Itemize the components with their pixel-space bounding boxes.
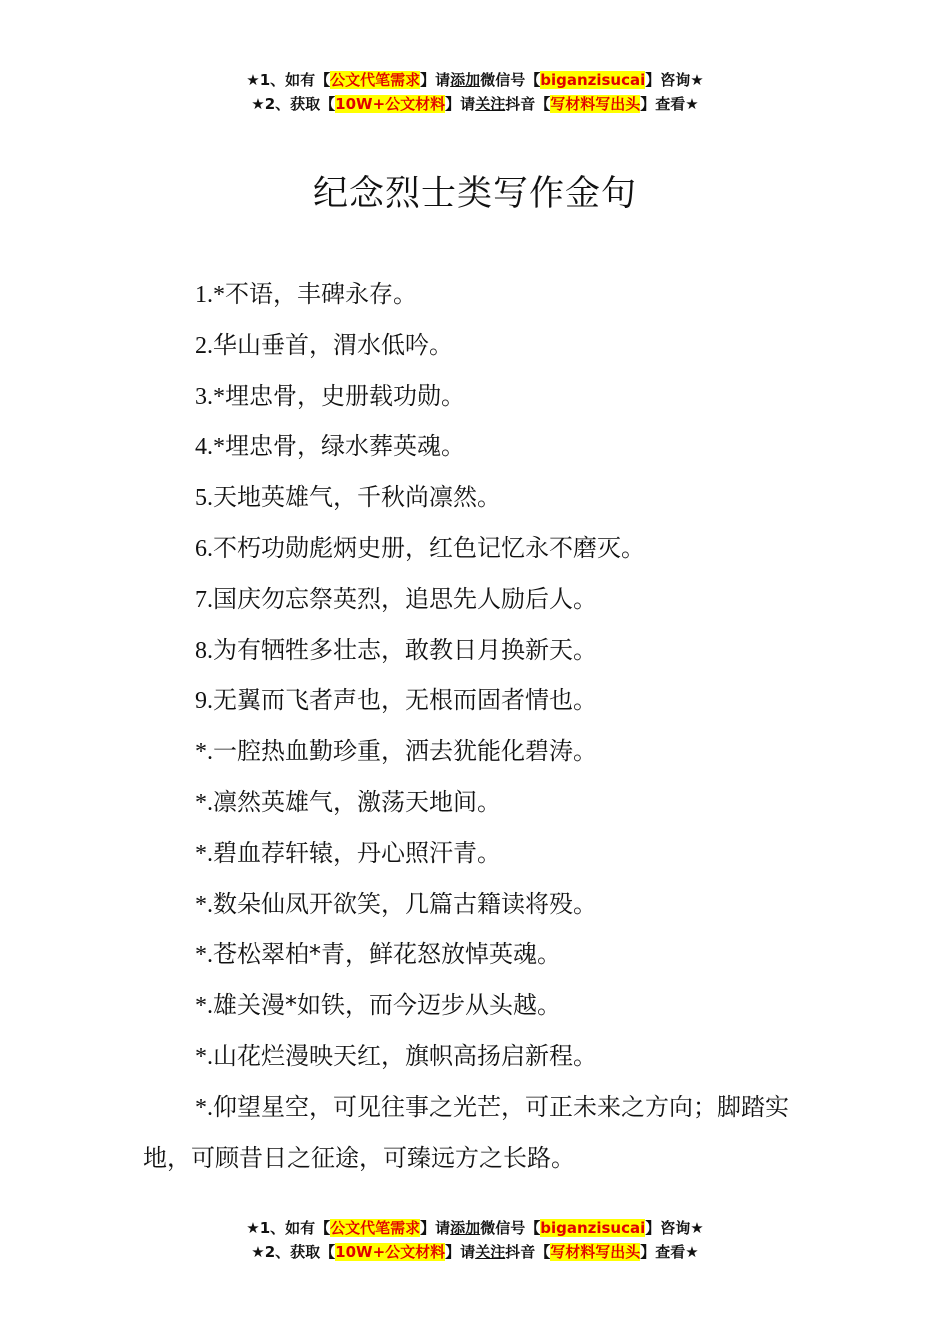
star-icon: ★ [685, 95, 699, 113]
item-text: 天地英雄气，千秋尚凛然。 [213, 483, 501, 512]
item-text: 为有牺牲多壮志，敢教日月换新天。 [213, 635, 597, 664]
banner-text: 】请 [445, 1243, 476, 1261]
star-icon: ★ [251, 95, 265, 113]
banner-text: 1、如有【 [259, 1219, 331, 1237]
banner-highlight: 10W+公文材料 [335, 95, 446, 113]
banner-text: 】咨询 [645, 1219, 691, 1237]
sentence-item [143, 422, 815, 473]
banner-underlined: 添加 [450, 1219, 481, 1237]
item-text: 一腔热血勤珍重，洒去犹能化碧涛。 [213, 737, 597, 766]
item-number: *. [195, 840, 213, 867]
item-text: 苍松翠柏*青，鲜花怒放悼英魂。 [213, 940, 561, 969]
banner-text: 】请 [420, 71, 451, 89]
item-text: 凛然英雄气，激荡天地间。 [213, 787, 501, 816]
sentence-item [143, 321, 815, 372]
sentence-item [143, 880, 815, 931]
banner-wechat-id: biganzisucai [540, 71, 646, 89]
star-icon: ★ [251, 1243, 265, 1261]
item-number: *. [195, 993, 213, 1020]
item-number: *. [195, 1094, 213, 1121]
sentence-item [143, 372, 815, 423]
item-number: 4.* [195, 434, 225, 461]
item-text: 数朵仙凤开欲笑，几篇古籍读将殁。 [213, 889, 597, 918]
item-text: 华山垂首，渭水低吟。 [213, 330, 453, 359]
sentence-item [143, 829, 815, 880]
item-text: 不朽功勋彪炳史册，红色记忆永不磨灭。 [213, 533, 645, 562]
sentence-item [143, 930, 815, 981]
banner-underlined: 关注 [475, 1243, 506, 1261]
item-text: 不语，丰碑永存。 [225, 280, 417, 308]
star-icon: ★ [246, 1219, 260, 1237]
sentence-item [143, 270, 815, 321]
item-number: 5. [195, 485, 213, 512]
item-number: 8. [195, 637, 213, 664]
star-icon: ★ [685, 1243, 699, 1261]
banner-line-2 [0, 92, 950, 116]
banner-highlight: 10W+公文材料 [335, 1243, 446, 1261]
sentence-item [143, 1032, 815, 1083]
document-title: 纪念烈士类写作金句 [312, 174, 637, 214]
sentence-item [143, 524, 815, 575]
star-icon: ★ [690, 1219, 704, 1237]
banner-text: 2、获取【 [264, 95, 336, 113]
item-number: 9. [195, 688, 213, 715]
item-text: 埋忠骨，史册载功勋。 [225, 381, 465, 410]
banner-text: 抖音【 [505, 1243, 551, 1261]
banner-text: 】查看 [640, 1243, 686, 1261]
footer-banner [0, 1216, 950, 1264]
sentence-item [143, 727, 815, 778]
sentence-item [143, 575, 815, 626]
sentence-item [143, 1083, 815, 1184]
banner-text: 2、获取【 [264, 1243, 336, 1261]
banner-douyin-account: 写材料写出头 [550, 95, 641, 113]
item-number: *. [195, 891, 213, 918]
sentence-item [143, 778, 815, 829]
banner-text: 】查看 [640, 95, 686, 113]
sentence-item [143, 473, 815, 524]
item-number: *. [195, 789, 213, 816]
item-text: 山花烂漫映天红，旗帜高扬启新程。 [213, 1041, 597, 1070]
item-number: *. [195, 942, 213, 969]
star-icon: ★ [690, 71, 704, 89]
header-banner [0, 68, 950, 116]
banner-text: 】请 [445, 95, 476, 113]
banner-text: 1、如有【 [259, 71, 331, 89]
banner-underlined: 关注 [475, 95, 506, 113]
item-text: 埋忠骨，绿水葬英魂。 [225, 432, 465, 461]
item-number: 2. [195, 332, 213, 359]
sentence-item [143, 626, 815, 677]
star-icon: ★ [246, 71, 260, 89]
item-number: 1.* [195, 282, 225, 308]
item-text: 仰望星空，可见往事之光芒，可正未来之方向；脚踏实地，可顾昔日之征途，可臻远方之长路。 [143, 1092, 789, 1172]
item-text: 无翼而飞者声也，无根而固者情也。 [213, 686, 597, 715]
banner-text: 】请 [420, 1219, 451, 1237]
banner-line-1 [0, 68, 950, 92]
item-text: 碧血荐轩辕，丹心照汗青。 [213, 838, 501, 867]
item-text: 雄关漫*如铁，而今迈步从头越。 [213, 991, 561, 1020]
banner-text: 微信号【 [480, 1219, 541, 1237]
item-text: 国庆勿忘祭英烈，追思先人励后人。 [213, 584, 597, 613]
sentence-item [143, 676, 815, 727]
item-number: *. [195, 1043, 213, 1070]
sentence-item [143, 981, 815, 1032]
banner-line-2 [0, 1240, 950, 1264]
banner-line-1 [0, 1216, 950, 1240]
item-number: 6. [195, 535, 213, 562]
banner-text: 微信号【 [480, 71, 541, 89]
banner-text: 抖音【 [505, 95, 551, 113]
item-number: 3.* [195, 383, 225, 410]
banner-highlight: 公文代笔需求 [330, 1219, 421, 1237]
item-number: 7. [195, 586, 213, 613]
banner-douyin-account: 写材料写出头 [550, 1243, 641, 1261]
banner-text: 】咨询 [645, 71, 691, 89]
item-number: *. [195, 739, 213, 766]
sentence-list [143, 270, 815, 1183]
banner-underlined: 添加 [450, 71, 481, 89]
banner-highlight: 公文代笔需求 [330, 71, 421, 89]
banner-wechat-id: biganzisucai [540, 1219, 646, 1237]
